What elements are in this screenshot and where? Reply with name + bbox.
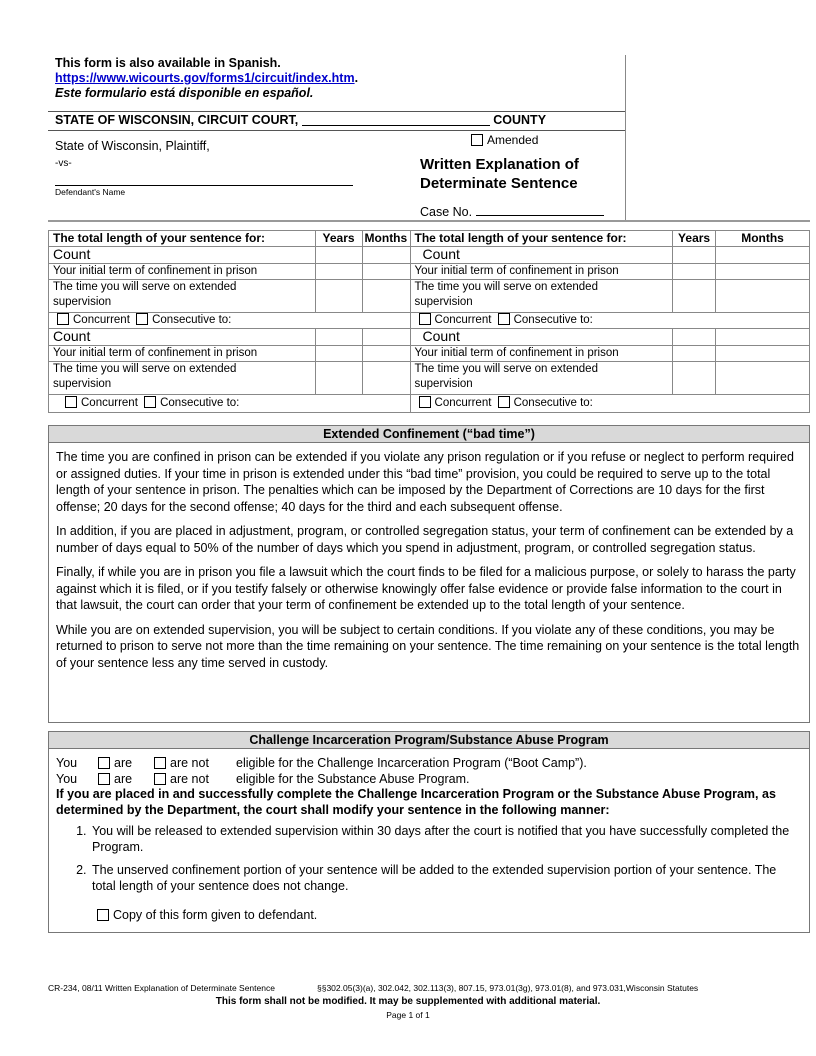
- sap-eligibility-row: [56, 772, 802, 788]
- case-no-field[interactable]: [476, 205, 604, 216]
- title-line-1: Written Explanation of: [420, 156, 579, 173]
- count-label[interactable]: Count: [410, 247, 673, 264]
- months-cell[interactable]: [362, 280, 410, 313]
- case-no: [420, 205, 604, 219]
- concurrent-label: Concurrent: [81, 397, 138, 409]
- county-field[interactable]: [302, 113, 490, 126]
- months-cell[interactable]: [716, 362, 810, 395]
- program-intro: If you are placed in and successfully complete the Challenge Incarceration Program or the Substance Abuse Program, as determined by the Department, the court shall modify your sentence in the following manner:: [56, 787, 776, 817]
- challenge-program-section: [48, 731, 810, 933]
- months-cell[interactable]: [716, 264, 810, 280]
- title-line-2: Determinate Sentence: [420, 175, 578, 192]
- footer-notice: This form shall not be modified. It may be supplemented with additional material.: [215, 996, 601, 1007]
- section-header: Challenge Incarceration Program/Substance Abuse Program: [49, 732, 809, 749]
- months-cell[interactable]: [716, 329, 810, 346]
- initial-term-label: Your initial term of confinement in prison: [410, 264, 673, 280]
- paragraph: Finally, if while you are in prison you file a lawsuit which the court finds to be filed for a malicious purpose, or solely to harass the party against which it is filed, or if you testify falsely or otherwise knowingly offer false evidence or provide false information to the court in that lawsuit, the court can order that your term of confinement be extended up to the total length of your sentence.: [56, 565, 796, 612]
- initial-term-label: Your initial term of confinement in prison: [410, 346, 673, 362]
- years-cell[interactable]: [673, 362, 716, 395]
- extended-supervision-label: The time you will serve on extended supervision: [410, 280, 673, 313]
- sap-are-checkbox[interactable]: [98, 773, 110, 785]
- concurrent-label: Concurrent: [434, 314, 492, 326]
- paragraph: The time you are confined in prison can be extended if you violate any prison regulation or if you refuse or neglect to perform required or assigned duties. If your time in prison is extended under this “bad time” provision, you could be required to serve up to the total length of your sentence in prison. The penalties which can be imposed by the Department of Corrections are 10 days for the first offense; 20 days for the second offense; 40 days for the third and each subsequent offense.: [56, 450, 794, 514]
- column-header: The total length of your sentence for:: [410, 231, 673, 247]
- statutes: §§302.05(3)(a), 302.042, 302.113(3), 807.15, 973.01(3g), 973.01(8), and 973.031,Wisconsin Statutes: [317, 983, 699, 993]
- years-header: Years: [673, 231, 716, 247]
- are-not-label: are not: [170, 771, 209, 786]
- concurrent-checkbox[interactable]: [65, 396, 77, 408]
- extended-supervision-label: The time you will serve on extended supervision: [49, 280, 316, 313]
- concurrent-checkbox[interactable]: [57, 313, 69, 325]
- paragraph: While you are on extended supervision, you will be subject to certain conditions. If you violate any of these conditions, you may be returned to prison to serve not more than the time remaining on your sentence. The time remaining on your sentence is the total length of your sentence less any time served in custody.: [56, 622, 800, 670]
- concurrent-checkbox[interactable]: [419, 313, 431, 325]
- form-title: [420, 155, 579, 193]
- cip-text: eligible for the Challenge Incarceration Program (“Boot Camp”).: [236, 756, 587, 770]
- count-label[interactable]: Count: [49, 247, 316, 264]
- months-cell[interactable]: [716, 346, 810, 362]
- extended-supervision-label: The time you will serve on extended supervision: [49, 362, 316, 395]
- cip-eligibility-row: [56, 756, 802, 772]
- sap-are-not-checkbox[interactable]: [154, 773, 166, 785]
- header-divider: [625, 55, 626, 220]
- you-label: You: [56, 756, 78, 770]
- consecutive-label: Consecutive to:: [160, 397, 240, 409]
- are-not-label: are not: [170, 756, 209, 770]
- months-cell[interactable]: [716, 247, 810, 264]
- amended-checkbox[interactable]: [471, 134, 483, 146]
- concurrent-label: Concurrent: [73, 314, 130, 326]
- plaintiff: State of Wisconsin, Plaintiff,: [55, 139, 210, 153]
- sap-text: eligible for the Substance Abuse Program.: [236, 771, 470, 786]
- months-cell[interactable]: [362, 247, 410, 264]
- list-item: 1. You will be released to extended supervision within 30 days after the court is notified that you have successfully completed the Program.: [90, 824, 802, 855]
- months-header: Months: [362, 231, 410, 247]
- consecutive-checkbox[interactable]: [498, 396, 510, 408]
- count-label[interactable]: Count: [49, 329, 316, 346]
- county-label: COUNTY: [493, 113, 547, 127]
- years-cell[interactable]: [315, 264, 362, 280]
- extended-supervision-label: The time you will serve on extended supervision: [410, 362, 673, 395]
- column-header: The total length of your sentence for:: [49, 231, 316, 247]
- consecutive-label: Consecutive to:: [152, 314, 232, 326]
- amended-checkbox-row: [471, 133, 538, 147]
- spanish-notice-text: This form is also available in Spanish.: [55, 56, 281, 70]
- are-label: are: [114, 756, 133, 770]
- modification-list: [90, 824, 802, 894]
- cip-are-not-checkbox[interactable]: [154, 757, 166, 769]
- spanish-text: Este formulario está disponible en español.: [55, 86, 314, 100]
- years-cell[interactable]: [315, 346, 362, 362]
- form-id: CR-234, 08/11 Written Explanation of Determinate Sentence: [48, 983, 275, 993]
- years-cell[interactable]: [315, 329, 362, 346]
- link-period: .: [354, 71, 359, 85]
- you-label: You: [56, 771, 78, 786]
- initial-term-label: Your initial term of confinement in prison: [49, 264, 316, 280]
- case-no-label: Case No.: [420, 205, 473, 219]
- sentence-table: [48, 230, 810, 413]
- court-prefix: STATE OF WISCONSIN, CIRCUIT COURT,: [55, 113, 299, 127]
- years-cell[interactable]: [315, 247, 362, 264]
- years-cell[interactable]: [315, 362, 362, 395]
- years-cell[interactable]: [673, 329, 716, 346]
- years-cell[interactable]: [673, 247, 716, 264]
- defendant-name-field[interactable]: [55, 185, 353, 186]
- years-cell[interactable]: [315, 280, 362, 313]
- defendant-label: Defendant's Name: [55, 187, 126, 197]
- concurrent-row: [49, 395, 411, 413]
- months-cell[interactable]: [716, 280, 810, 313]
- years-cell[interactable]: [673, 280, 716, 313]
- divider: [48, 130, 625, 131]
- years-header: Years: [315, 231, 362, 247]
- copy-given-checkbox[interactable]: [97, 909, 109, 921]
- cip-are-checkbox[interactable]: [98, 757, 110, 769]
- months-cell[interactable]: [362, 264, 410, 280]
- consecutive-checkbox[interactable]: [498, 313, 510, 325]
- copy-given-label: Copy of this form given to defendant.: [113, 908, 318, 922]
- consecutive-checkbox[interactable]: [136, 313, 148, 325]
- concurrent-row: [410, 395, 809, 413]
- months-header: Months: [716, 231, 810, 247]
- copy-given-row: [97, 908, 802, 924]
- spanish-notice: [55, 56, 358, 101]
- paragraph: In addition, if you are placed in adjustment, program, or controlled segregation status, your term of confinement can be extended by a number of days equal to 50% of the number of days which you spend in adjustment, program, or controlled segregation status.: [56, 524, 794, 555]
- page-number: Page 1 of 1: [386, 1010, 430, 1020]
- court-line: [55, 112, 625, 129]
- consecutive-checkbox[interactable]: [144, 396, 156, 408]
- vs: -vs-: [55, 158, 72, 169]
- count-label[interactable]: Count: [410, 329, 673, 346]
- forms-link[interactable]: https://www.wicourts.gov/forms1/circuit/index.htm: [55, 71, 355, 85]
- section-header: Extended Confinement (“bad time”): [49, 426, 809, 443]
- concurrent-row: [49, 313, 411, 329]
- divider: [48, 220, 810, 222]
- are-label: are: [114, 771, 133, 786]
- amended-label: Amended: [487, 133, 539, 147]
- initial-term-label: Your initial term of confinement in prison: [49, 346, 316, 362]
- concurrent-row: [410, 313, 809, 329]
- list-item: 2. The unserved confinement portion of your sentence will be added to the extended supervision portion of your sentence. The total length of your sentence does not change.: [90, 863, 802, 894]
- consecutive-label: Consecutive to:: [513, 397, 593, 409]
- consecutive-label: Consecutive to:: [513, 314, 593, 326]
- concurrent-checkbox[interactable]: [419, 396, 431, 408]
- years-cell[interactable]: [673, 264, 716, 280]
- years-cell[interactable]: [673, 346, 716, 362]
- extended-confinement-section: [48, 425, 810, 723]
- concurrent-label: Concurrent: [434, 397, 492, 409]
- months-cell[interactable]: [362, 346, 410, 362]
- months-cell[interactable]: [362, 329, 410, 346]
- months-cell[interactable]: [362, 362, 410, 395]
